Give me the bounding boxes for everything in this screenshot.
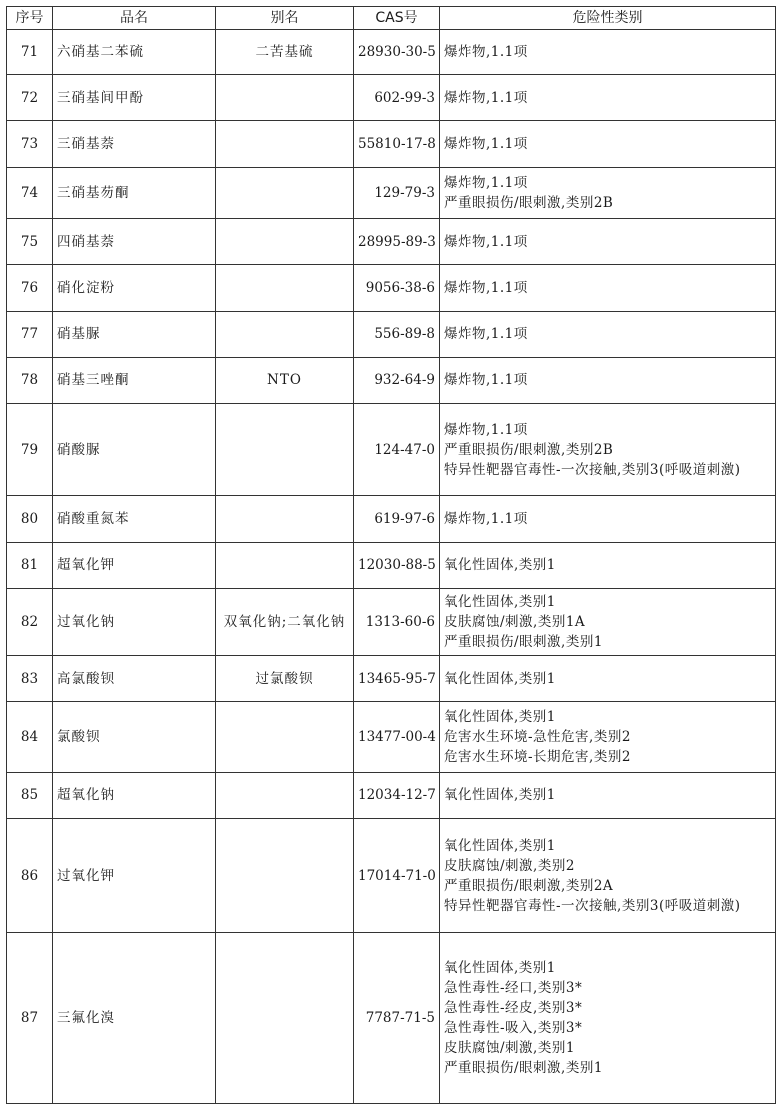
alias-cell: 过氯酸钡 (216, 656, 354, 702)
hazard-line: 严重眼损伤/眼刺激,类别2B (444, 194, 614, 211)
hazard-line: 爆炸物,1.1项 (444, 135, 528, 152)
hazard-line: 特异性靶器官毒性-一次接触,类别3(呼吸道刺激) (444, 461, 741, 478)
hazard-line: 危害水生环境-急性危害,类别2 (444, 728, 631, 745)
hazard-line: 危害水生环境-长期危害,类别2 (444, 748, 631, 765)
product-name-cell: 过氧化钾 (53, 818, 216, 932)
hazard-category-cell (440, 30, 776, 75)
serial-number-cell: 77 (7, 311, 53, 357)
hazard-line: 皮肤腐蚀/刺激,类别1A (444, 613, 586, 630)
alias-cell (216, 75, 354, 121)
hazard-line: 爆炸物,1.1项 (444, 372, 528, 389)
alias-cell (216, 496, 354, 542)
cas-number-cell: 12030-88-5 (354, 542, 440, 588)
hazard-line: 爆炸物,1.1项 (444, 511, 528, 528)
cas-number-cell: 28930-30-5 (354, 30, 440, 75)
table-row (7, 219, 776, 265)
cas-number-cell: 55810-17-8 (354, 121, 440, 167)
product-name-cell: 四硝基萘 (53, 219, 216, 265)
hazard-category-cell (440, 121, 776, 167)
product-name-cell: 硝化淀粉 (53, 265, 216, 311)
serial-number-cell: 82 (7, 588, 53, 655)
hazard-category-cell (440, 542, 776, 588)
hazard-category-cell (440, 357, 776, 403)
table-row (7, 656, 776, 702)
header-alias: 别名 (216, 7, 354, 30)
serial-number-cell: 75 (7, 219, 53, 265)
hazard-category-cell (440, 167, 776, 219)
hazard-line: 严重眼损伤/眼刺激,类别2B (444, 441, 614, 458)
cas-number-cell: 12034-12-7 (354, 772, 440, 818)
alias-cell: 二苦基硫 (216, 30, 354, 75)
table-row (7, 357, 776, 403)
product-name-cell: 硝基脲 (53, 311, 216, 357)
serial-number-cell: 74 (7, 167, 53, 219)
header-row (7, 7, 776, 30)
hazard-line: 特异性靶器官毒性-一次接触,类别3(呼吸道刺激) (444, 897, 741, 914)
hazard-line: 氧化性固体,类别1 (444, 787, 556, 804)
cas-number-cell: 28995-89-3 (354, 219, 440, 265)
alias-cell (216, 933, 354, 1104)
hazard-line: 氧化性固体,类别1 (444, 670, 556, 687)
product-name-cell: 硝酸重氮苯 (53, 496, 216, 542)
hazard-category-cell (440, 496, 776, 542)
cas-number-cell: 129-79-3 (354, 167, 440, 219)
cas-number-cell: 9056-38-6 (354, 265, 440, 311)
hazard-category-cell (440, 219, 776, 265)
cas-number-cell: 7787-71-5 (354, 933, 440, 1104)
hazard-line: 氧化性固体,类别1 (444, 708, 556, 725)
product-name-cell: 硝酸脲 (53, 404, 216, 496)
cas-number-cell: 602-99-3 (354, 75, 440, 121)
hazard-line: 爆炸物,1.1项 (444, 421, 528, 438)
hazard-line: 氧化性固体,类别1 (444, 837, 556, 854)
alias-cell (216, 702, 354, 772)
product-name-cell: 超氧化钠 (53, 772, 216, 818)
hazard-line: 急性毒性-经皮,类别3* (444, 1000, 583, 1017)
hazard-line: 爆炸物,1.1项 (444, 233, 528, 250)
table-row (7, 772, 776, 818)
table-row (7, 542, 776, 588)
hazard-line: 爆炸物,1.1项 (444, 44, 528, 61)
hazard-line: 爆炸物,1.1项 (444, 280, 528, 297)
serial-number-cell: 81 (7, 542, 53, 588)
table-body (7, 30, 776, 1104)
serial-number-cell: 86 (7, 818, 53, 932)
hazard-category-cell (440, 933, 776, 1104)
product-name-cell: 超氧化钾 (53, 542, 216, 588)
product-name-cell: 六硝基二苯硫 (53, 30, 216, 75)
serial-number-cell: 87 (7, 933, 53, 1104)
alias-cell (216, 219, 354, 265)
alias-cell (216, 265, 354, 311)
serial-number-cell: 78 (7, 357, 53, 403)
hazard-category-cell (440, 818, 776, 932)
cas-number-cell: 17014-71-0 (354, 818, 440, 932)
table-row (7, 121, 776, 167)
serial-number-cell: 85 (7, 772, 53, 818)
cas-number-cell: 124-47-0 (354, 404, 440, 496)
alias-cell (216, 404, 354, 496)
hazard-line: 氧化性固体,类别1 (444, 593, 556, 610)
hazard-line: 爆炸物,1.1项 (444, 89, 528, 106)
product-name-cell: 三硝基萘 (53, 121, 216, 167)
hazard-line: 皮肤腐蚀/刺激,类别2 (444, 857, 575, 874)
serial-number-cell: 84 (7, 702, 53, 772)
hazard-line: 急性毒性-经口,类别3* (444, 980, 583, 997)
table-row (7, 702, 776, 772)
table-row (7, 496, 776, 542)
serial-number-cell: 80 (7, 496, 53, 542)
cas-number-cell: 619-97-6 (354, 496, 440, 542)
table-row (7, 933, 776, 1104)
hazard-category-cell (440, 656, 776, 702)
hazard-line: 爆炸物,1.1项 (444, 326, 528, 343)
product-name-cell: 三硝基芴酮 (53, 167, 216, 219)
header-cas-number: CAS号 (354, 7, 440, 30)
alias-cell (216, 311, 354, 357)
table-row (7, 818, 776, 932)
alias-cell: 双氧化钠;二氧化钠 (216, 588, 354, 655)
alias-cell (216, 542, 354, 588)
table-row (7, 265, 776, 311)
product-name-cell: 三硝基间甲酚 (53, 75, 216, 121)
hazard-category-cell (440, 311, 776, 357)
cas-number-cell: 1313-60-6 (354, 588, 440, 655)
cas-number-cell: 13465-95-7 (354, 656, 440, 702)
hazard-line: 严重眼损伤/眼刺激,类别2A (444, 877, 614, 894)
cas-number-cell: 13477-00-4 (354, 702, 440, 772)
cas-number-cell: 932-64-9 (354, 357, 440, 403)
alias-cell: NTO (216, 357, 354, 403)
table-row (7, 75, 776, 121)
alias-cell (216, 772, 354, 818)
table-row (7, 588, 776, 655)
alias-cell (216, 167, 354, 219)
hazard-category-cell (440, 75, 776, 121)
table-row (7, 167, 776, 219)
alias-cell (216, 818, 354, 932)
alias-cell (216, 121, 354, 167)
hazard-category-cell (440, 588, 776, 655)
serial-number-cell: 79 (7, 404, 53, 496)
product-name-cell: 硝基三唑酮 (53, 357, 216, 403)
header-hazard-category: 危险性类别 (440, 7, 776, 30)
hazardous-chemicals-table (6, 6, 776, 1104)
hazard-category-cell (440, 772, 776, 818)
hazard-category-cell (440, 265, 776, 311)
table-row (7, 404, 776, 496)
product-name-cell: 过氧化钠 (53, 588, 216, 655)
hazard-category-cell (440, 404, 776, 496)
hazard-line: 严重眼损伤/眼刺激,类别1 (444, 633, 603, 650)
serial-number-cell: 83 (7, 656, 53, 702)
serial-number-cell: 71 (7, 30, 53, 75)
serial-number-cell: 73 (7, 121, 53, 167)
table-row (7, 30, 776, 75)
product-name-cell: 三氟化溴 (53, 933, 216, 1104)
table-row (7, 311, 776, 357)
hazard-category-cell (440, 702, 776, 772)
hazard-line: 氧化性固体,类别1 (444, 557, 556, 574)
product-name-cell: 高氯酸钡 (53, 656, 216, 702)
hazard-line: 爆炸物,1.1项 (444, 174, 528, 191)
hazard-line: 急性毒性-吸入,类别3* (444, 1020, 583, 1037)
serial-number-cell: 72 (7, 75, 53, 121)
header-serial-number: 序号 (7, 7, 53, 30)
hazard-line: 严重眼损伤/眼刺激,类别1 (444, 1060, 603, 1077)
hazard-line: 氧化性固体,类别1 (444, 960, 556, 977)
table-header (7, 7, 776, 30)
hazard-line: 皮肤腐蚀/刺激,类别1 (444, 1040, 575, 1057)
header-product-name: 品名 (53, 7, 216, 30)
cas-number-cell: 556-89-8 (354, 311, 440, 357)
product-name-cell: 氯酸钡 (53, 702, 216, 772)
serial-number-cell: 76 (7, 265, 53, 311)
